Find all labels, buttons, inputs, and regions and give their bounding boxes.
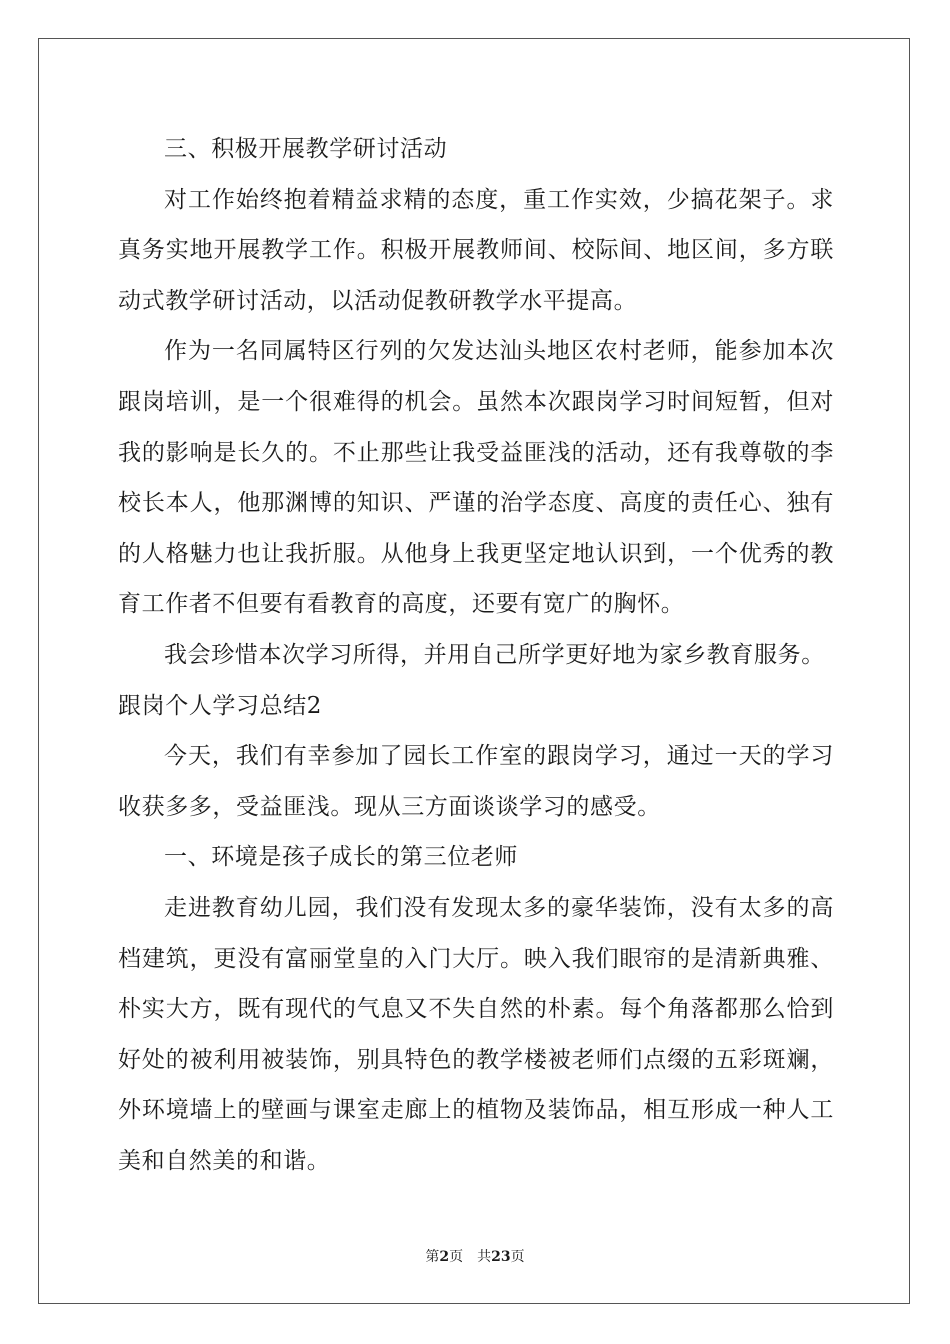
page-footer <box>0 1246 950 1266</box>
paragraph-work-attitude: 对工作始终抱着精益求精的态度，重工作实效，少搞花架子。求真务实地开展教学工作。积极开展教师间、校际间、地区间，多方联动式教学研讨活动，以活动促教研教学水平提高。 <box>118 186 834 314</box>
total-suffix: 页 <box>510 1249 525 1265</box>
paragraph-today-learning: 今天，我们有幸参加了园长工作室的跟岗学习，通过一天的学习收获多多，受益匪浅。现从三方面谈谈学习的感受。 <box>118 743 834 820</box>
total-prefix: 共 <box>477 1249 492 1265</box>
current-page-number: 2 <box>439 1249 450 1265</box>
document-body <box>118 124 834 1186</box>
paragraph-training-reflection: 作为一名同属特区行列的欠发达汕头地区农村老师，能参加本次跟岗培训，是一个很难得的机会。虽然本次跟岗学习时间短暂，但对我的影响是长久的。不止那些让我受益匪浅的活动，还有我尊敬的李校长本人，他那渊博的知识、严谨的治学态度、高度的责任心、独有的人格魅力也让我折服。从他身上我更坚定地认识到，一个优秀的教育工作者不但要有看教育的高度，还要有宽广的胸怀。 <box>118 338 834 618</box>
page-prefix: 第 <box>425 1249 440 1265</box>
paragraph-cherish-learning: 我会珍惜本次学习所得，并用自己所学更好地为家乡教育服务。 <box>164 641 825 668</box>
article-title-summary-2: 跟岗个人学习总结2 <box>118 692 323 719</box>
total-page-count: 23 <box>491 1249 511 1265</box>
paragraph-kindergarten-environment: 走进教育幼儿园，我们没有发现太多的豪华装饰，没有太多的高档建筑，更没有富丽堂皇的入门大厅。映入我们眼帘的是清新典雅、朴实大方，既有现代的气息又不失自然的朴素。每个角落都那么恰到好处的被利用被装饰，别具特色的教学楼被老师们点缀的五彩斑斓，外环境墙上的壁画与课室走廊上的植物及装饰品，相互形成一种人工美和自然美的和谐。 <box>118 894 834 1174</box>
section-heading-environment: 一、环境是孩子成长的第三位老师 <box>164 844 518 871</box>
page-suffix: 页 <box>449 1249 464 1265</box>
section-heading-teaching-research: 三、积极开展教学研讨活动 <box>164 136 448 162</box>
